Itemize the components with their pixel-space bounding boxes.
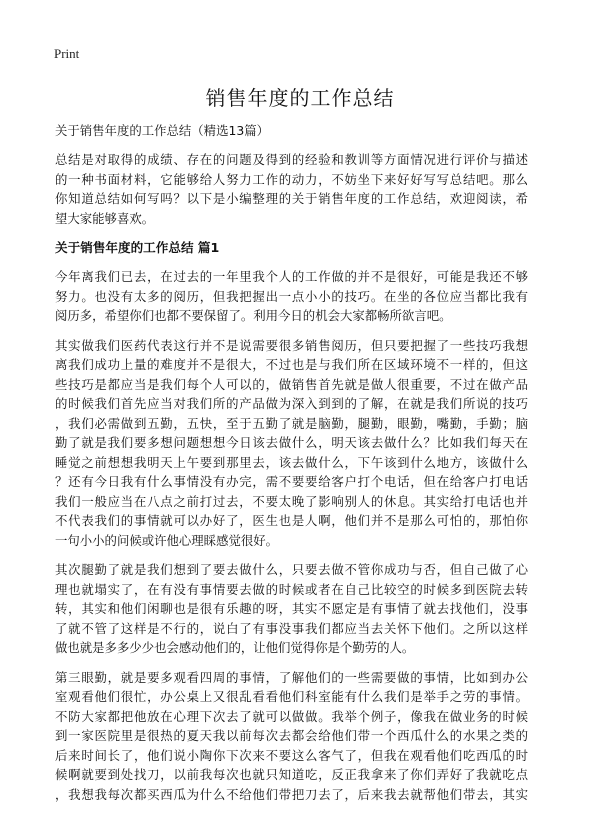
document-subtitle: 关于销售年度的工作总结（精选13篇） <box>55 123 270 138</box>
body-paragraph <box>55 267 528 326</box>
text-line: 其次腿勤了就是我们想到了要去做什么，只要去做不管你成功与否，但自己做了心 <box>55 562 528 577</box>
body-paragraph <box>55 560 528 658</box>
text-line: 我们一般应当在八点之前打过去，不要太晚了影响别人的休息。其实给打电话也并 <box>55 493 528 509</box>
text-line: 的一种书面材料，它能够给人努力工作的动力，不妨坐下来好好写写总结吧。那么 <box>55 171 528 187</box>
text-line: 室观看他们很忙，办公桌上又很乱看看他们科室能有什么我们是举手之劳的事情。 <box>55 689 528 704</box>
body-paragraph <box>55 668 528 805</box>
text-line: 努力。也没有太多的阅历，但我把握出一点小小的技巧。在坐的各位应当都比我有 <box>55 288 528 304</box>
text-line: 总结是对取得的成绩、存在的问题及得到的经验和教训等方面情况进行评价与描述 <box>55 152 528 167</box>
text-line: 不代表我们的事情就可以办好了，医生也是人啊，他们并不是那么可怕的，那怕你 <box>55 513 528 528</box>
text-line: 到一家医院里是很热的夏天我以前每次去都会给他们带一个西瓜什么的水果之类的 <box>55 728 528 743</box>
text-line: 今年离我们已去，在过去的一年里我个人的工作做的并不是很好，可能是我还不够 <box>55 269 528 284</box>
text-line: 第三眼勤，就是要多观看四周的事情，了解他们的一些需要做的事情，比如到办公 <box>55 669 528 685</box>
text-line: 后来时间长了，他们说小陶你下次来不要这么客气了，但我在观看他们吃西瓜的时 <box>55 747 528 763</box>
text-line: 离我们成功上量的难度并不是很大，不过也是与我们所在区域环境不一样的，但这 <box>55 357 528 372</box>
text-line: 不防大家都把他放在心理下次去了就可以做做。我举个例子，像我在做业务的时候 <box>55 708 528 724</box>
text-line: ，我们必需做到五勤，五快，至于五勤了就是脑勤，腿勤，眼勤，嘴勤，手勤；脑 <box>55 415 528 431</box>
text-line: 勤了就是我们要多想问题想想今日该去做什么，明天该去做什么？比如我们每天在 <box>55 435 528 450</box>
text-line: ，我想我每次都买西瓜为什么不给他们带把刀去了，后来我去就帮他们带去，其实 <box>55 786 528 802</box>
text-line: 其实做我们医药代表这行并不是说需要很多销售阅历，但只要把握了一些技巧我想 <box>55 337 528 353</box>
text-line: 睡觉之前想想我明天上午要到那里去，该去做什么，下午该到什么地方，该做什么 <box>55 454 528 470</box>
section-heading: 关于销售年度的工作总结 篇1 <box>55 240 220 255</box>
text-line: 转，其实和他们闲聊也是很有乐趣的呀，其实不愿定是有事情了就去找他们，没事 <box>55 601 528 616</box>
document-body <box>55 121 528 814</box>
text-line: 些技巧是都应当是我们每个人可以的，做销售首先就是做人很重要，不过在做产品 <box>55 376 528 392</box>
page-title: 销售年度的工作总结 <box>205 86 395 110</box>
text-line: 候啊就要到处找刀，以前我每次也就只知道吃，反正我拿来了你们弄好了我就吃点 <box>55 767 528 782</box>
intro-paragraph <box>55 150 528 228</box>
text-line: 一句小小的问候或许他心理睬感觉很好。 <box>55 532 279 548</box>
text-line: 阅历多，希望你们也都不要保留了。利用今日的机会大家都畅所欲言吧。 <box>55 308 452 323</box>
text-line: 理也就塌实了，在有没有事情要去做的时候或者在自己比较空的时候多到医院去转 <box>55 581 528 597</box>
body-paragraph <box>55 336 528 551</box>
text-line: 了就不管了这样是不行的，说白了有事没事我们都应当去关怀下他们。之所以这样 <box>55 620 528 636</box>
text-line: 做也就是多多少少也会感动他们的，让他们觉得你是个勤劳的人。 <box>55 640 415 655</box>
section-paragraphs <box>55 267 528 804</box>
text-line: 你知道总结如何写吗？以下是小编整理的关于销售年度的工作总结，欢迎阅读，希 <box>55 191 528 206</box>
text-line: 望大家能够喜欢。 <box>55 210 155 226</box>
print-link[interactable]: Print <box>54 46 80 61</box>
text-line: 的时候我们首先应当对我们所的产品做为深入到到的了解，在就是我们所说的技巧 <box>55 396 528 411</box>
text-line: ？还有今日我有什么事情没有办完，需不要要给客户打个电话，但在给客户打电话 <box>55 474 528 489</box>
